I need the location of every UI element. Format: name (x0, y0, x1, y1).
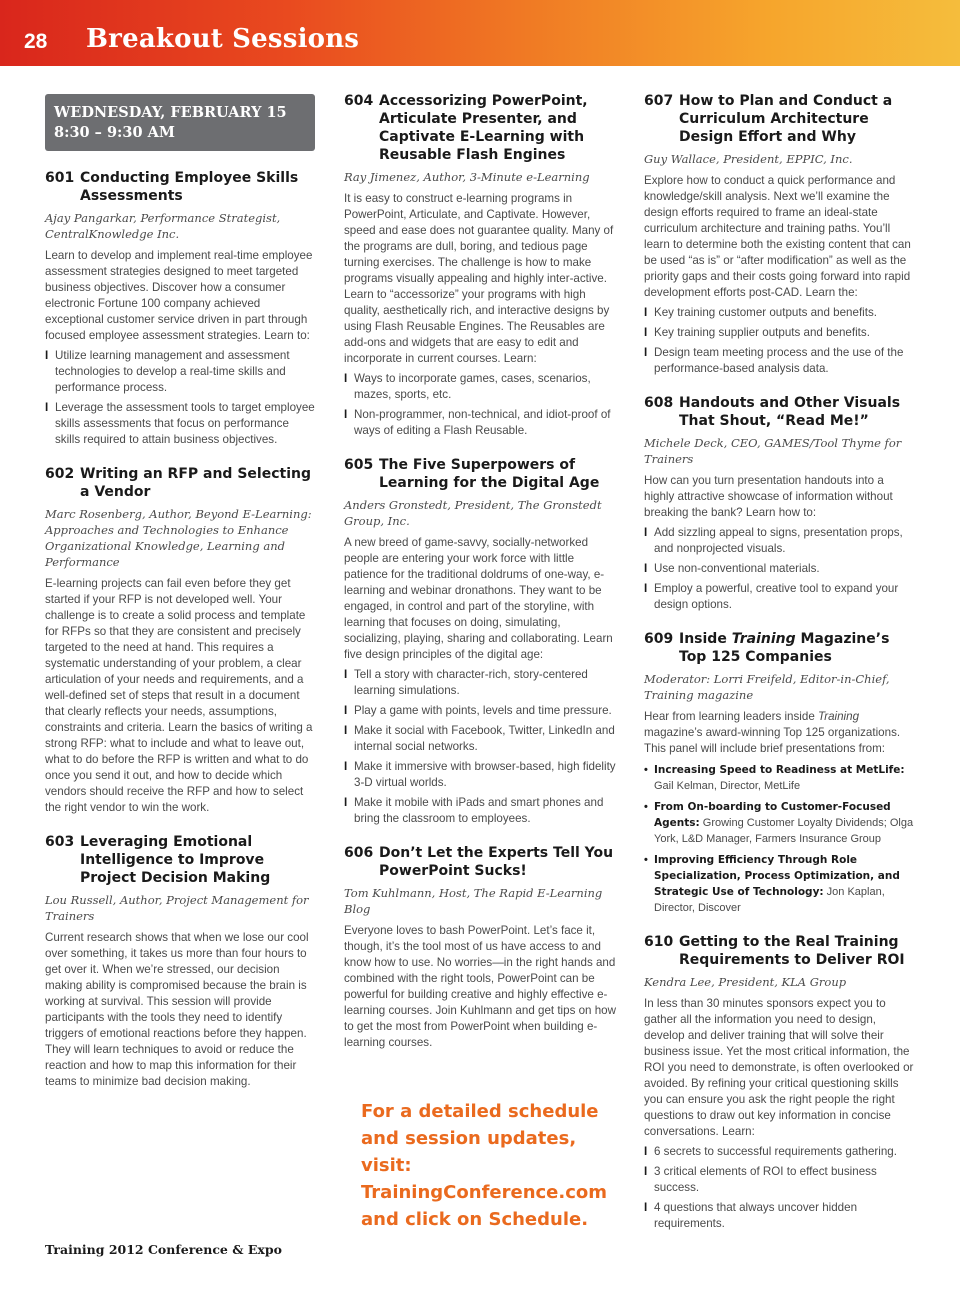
session-601 (45, 169, 317, 448)
header-banner (0, 0, 960, 66)
session-bullet: I Play a game with points, levels and time pressure. (344, 704, 612, 717)
session-speaker: Marc Rosenberg, Author, Beyond E-Learning: Approaches and Technologies to Enhance Organizational Knowledge, Learning and Performance (45, 507, 312, 569)
session-number: 607 (644, 93, 674, 109)
session-title: Conducting Employee Skills Assessments (80, 170, 299, 204)
day-time: 8:30 – 9:30 AM (54, 124, 175, 141)
session-602 (45, 465, 317, 816)
session-description: How can you turn presentation handouts into a highly attractive showcase of information without breaking the bank? Learn how to: (644, 474, 893, 519)
promo-line: For a detailed schedule (361, 1101, 599, 1122)
session-bullet: I Tell a story with character-rich, story-centered learning simulations. (344, 668, 588, 697)
session-description: Current research shows that when we lose our cool over something, it takes us more than four hours to get over it. When we’re stressed, our decision making ability is compromised because the brain is working at survival. This session will provide participants with the tools they need to identify triggers of emotional reactions before they happen. They will learn techniques to avoid or reduce the reaction and how to map this information for their teams to minimize bad decision making. (45, 931, 309, 1088)
session-title: How to Plan and Conduct a Curriculum Architecture Design Effort and Why (679, 93, 893, 145)
session-description: Explore how to conduct a quick performance and knowledge/skill analysis. Next we’ll examine the design efforts required to frame an ideal-state curriculum architecture and training paths. You’ll learn to determine both the existing content that can be used “as is” or “after modification” as well as the priority gaps and their costs going forward into rapid development efforts post-CAD. Learn the: (644, 174, 911, 299)
session-speaker: Ray Jimenez, Author, 3-Minute e-Learning (344, 170, 590, 184)
session-bullet: I Design team meeting process and the use of the performance-based analysis data. (644, 346, 904, 375)
session-description: Everyone loves to bash PowerPoint. Let’s face it, though, it’s the tool most of us have access to and know how to use. No worries—in the right hands and combined with the right tools, PowerPoint can be powerful for building creative and highly effective e-learning courses. Join Kuhlmann and get tips on how to get the most from PowerPoint when building e-learning courses. (344, 924, 616, 1049)
session-description: It is easy to construct e-learning programs in PowerPoint, Articulate, and Captivate. However, speed and ease does not guarantee quality. Many of the programs are dull, boring, and tedious page turning exercises. The challenge is how to make programs visually appealing and highly inter-active. Learn to “accessorize” your programs with high quality, aesthetically rich, and interactive designs by using Flash Reusable Engines. The Reusables are add-ons and widgets that are easy to edit and incorporate in current courses. Learn: (344, 192, 614, 365)
session-609 (644, 630, 916, 916)
session-bullet: I Ways to incorporate games, cases, scenarios, mazes, sports, etc. (344, 372, 591, 401)
schedule-promo (361, 1098, 631, 1233)
column-left (45, 92, 317, 1107)
session-bullet: I 6 secrets to successful requirements gathering. (644, 1145, 897, 1158)
session-speaker: Kendra Lee, President, KLA Group (644, 975, 847, 989)
session-bullet: I Employ a powerful, creative tool to expand your design options. (644, 582, 899, 611)
session-number: 604 (344, 93, 374, 109)
session-bullet: I 4 questions that always uncover hidden requirements. (644, 1201, 858, 1230)
panel-item: • From On-boarding to Customer-Focused Agents: Growing Customer Loyalty Dividends; Olga York, L&D Manager, Farmers Insurance Group (644, 801, 914, 845)
session-heading (644, 92, 916, 146)
panel-item: • Increasing Speed to Readiness at MetLife: Gail Kelman, Director, MetLife (644, 764, 905, 792)
column-middle (344, 92, 616, 1068)
session-number: 601 (45, 170, 75, 186)
session-bullet: I Utilize learning management and assessment technologies to develop a real-time skills and performance process. (45, 349, 290, 394)
session-number: 605 (344, 457, 374, 473)
session-title: Leveraging Emotional Intelligence to Improve Project Decision Making (80, 834, 271, 886)
session-description: In less than 30 minutes sponsors expect you to gather all the information you need to design, develop and deliver training that will solve their business issue. Yet the most critical information, the ROI you need to demonstrate, is often overlooked or avoided. By refining your critical questioning skills you can ensure you ask the right people the right questions to draw out key information in concise conversations. Learn: (644, 997, 914, 1138)
session-title: Handouts and Other Visuals That Shout, “Read Me!” (679, 395, 901, 429)
session-description: A new breed of game-savvy, socially-networked people are entering your work force with little patience for the traditional doldrums of one-way, e-learning and webinar dronathons. They want to be engaged, in control and part of the storyline, with learning that focuses on doing, simulating, socializing, playing, sharing and collaborating. Learn five design principles of the digital age: (344, 536, 613, 661)
session-heading (45, 169, 317, 205)
session-607 (644, 92, 916, 377)
panel-item: • Improving Efficiency Through Role Specialization, Process Optimization, and Strategic Use of Technology: Jon Kaplan, Director, Discover (644, 854, 900, 914)
session-bullet: I Non-programmer, non-technical, and idiot-proof of ways of editing a Flash Reusable. (344, 408, 611, 437)
session-title: Inside Training Magazine’s Top 125 Companies (679, 631, 890, 665)
session-number: 608 (644, 395, 674, 411)
session-number: 610 (644, 934, 674, 950)
session-heading (344, 456, 616, 492)
session-heading (45, 465, 317, 501)
session-title: Getting to the Real Training Requirements to Deliver ROI (679, 934, 905, 968)
session-605 (344, 456, 616, 827)
page-number: 28 (24, 30, 48, 53)
session-bullet: I Make it immersive with browser-based, high fidelity 3-D virtual worlds. (344, 760, 616, 789)
session-number: 606 (344, 845, 374, 861)
session-title: Don’t Let the Experts Tell You PowerPoint Sucks! (379, 845, 614, 879)
session-heading (344, 92, 616, 164)
session-description: Learn to develop and implement real-time employee assessment strategies designed to meet targeted business objectives. Discover how a consumer electronic Fortune 100 company achieved exceptional customer service driven in part through focused employee assessment strategies. Learn to: (45, 249, 313, 342)
session-speaker: Guy Wallace, President, EPPIC, Inc. (644, 152, 853, 166)
session-604 (344, 92, 616, 439)
session-speaker: Lou Russell, Author, Project Management for Trainers (45, 893, 309, 923)
promo-link[interactable]: TrainingConference.com (361, 1182, 608, 1203)
session-heading (644, 394, 916, 430)
session-title: Writing an RFP and Selecting a Vendor (80, 466, 311, 500)
session-bullet: I Leverage the assessment tools to target employee skills assessments that focus on performance skills required to attain business objectives. (45, 401, 315, 446)
session-number: 602 (45, 466, 75, 482)
promo-line: and click on Schedule. (361, 1209, 589, 1230)
day-time-box (45, 94, 315, 151)
page-footer: Training 2012 Conference & Expo (45, 1242, 282, 1257)
session-608 (644, 394, 916, 613)
session-603 (45, 833, 317, 1090)
session-heading (644, 933, 916, 969)
session-speaker: Moderator: Lorri Freifeld, Editor-in-Chief, Training magazine (644, 672, 890, 702)
session-heading (344, 844, 616, 880)
session-speaker: Anders Gronstedt, President, The Gronstedt Group, Inc. (344, 498, 602, 528)
session-speaker: Tom Kuhlmann, Host, The Rapid E-Learning Blog (344, 886, 603, 916)
column-right (644, 92, 916, 1249)
session-bullet: I Key training customer outputs and benefits. (644, 306, 877, 319)
session-606 (344, 844, 616, 1051)
page-title: Breakout Sessions (86, 24, 360, 54)
session-heading (45, 833, 317, 887)
session-number: 603 (45, 834, 75, 850)
session-bullet: I Make it mobile with iPads and smart phones and bring the classroom to employees. (344, 796, 604, 825)
session-bullet: I Use non-conventional materials. (644, 562, 820, 575)
session-bullet: I Add sizzling appeal to signs, presentation props, and nonprojected visuals. (644, 526, 903, 555)
session-number: 609 (644, 631, 674, 647)
session-title: Accessorizing PowerPoint, Articulate Presenter, and Captivate E-Learning with Reusable Flash Engines (379, 93, 588, 163)
session-speaker: Ajay Pangarkar, Performance Strategist, CentralKnowledge Inc. (45, 211, 281, 241)
session-bullet: I Make it social with Facebook, Twitter, LinkedIn and internal social networks. (344, 724, 615, 753)
session-heading (644, 630, 916, 666)
session-description: Hear from learning leaders inside Training magazine’s award-winning Top 125 organizations. This panel will include brief presentations from: (644, 710, 901, 755)
session-description: E-learning projects can fail even before they get started if your RFP is not developed well. Your challenge is to create a solid process and template for RFPs so that they are consistent and precisely targeted to the need at hand. This requires a systematic understanding of your problem, a clear articulation of your needs and requirements, and a well-defined set of steps that result in a document that clearly reflects your needs, assumptions, constraints and criteria. Learn the basics of writing a strong RFP: what to include and what to leave out, what to do before the RFP is written and what to do once you send it out, and how to decide which vendors should receive the RFP and how to select the right vendor to win the work. (45, 577, 313, 814)
session-610 (644, 933, 916, 1232)
session-speaker: Michele Deck, CEO, GAMES/Tool Thyme for Trainers (644, 436, 902, 466)
session-bullet: I 3 critical elements of ROI to effect business success. (644, 1165, 877, 1194)
day-date: WEDNESDAY, FEBRUARY 15 (54, 104, 287, 121)
session-bullet: I Key training supplier outputs and benefits. (644, 326, 870, 339)
session-title: The Five Superpowers of Learning for the Digital Age (379, 457, 600, 491)
promo-line: and session updates, visit: (361, 1128, 577, 1176)
